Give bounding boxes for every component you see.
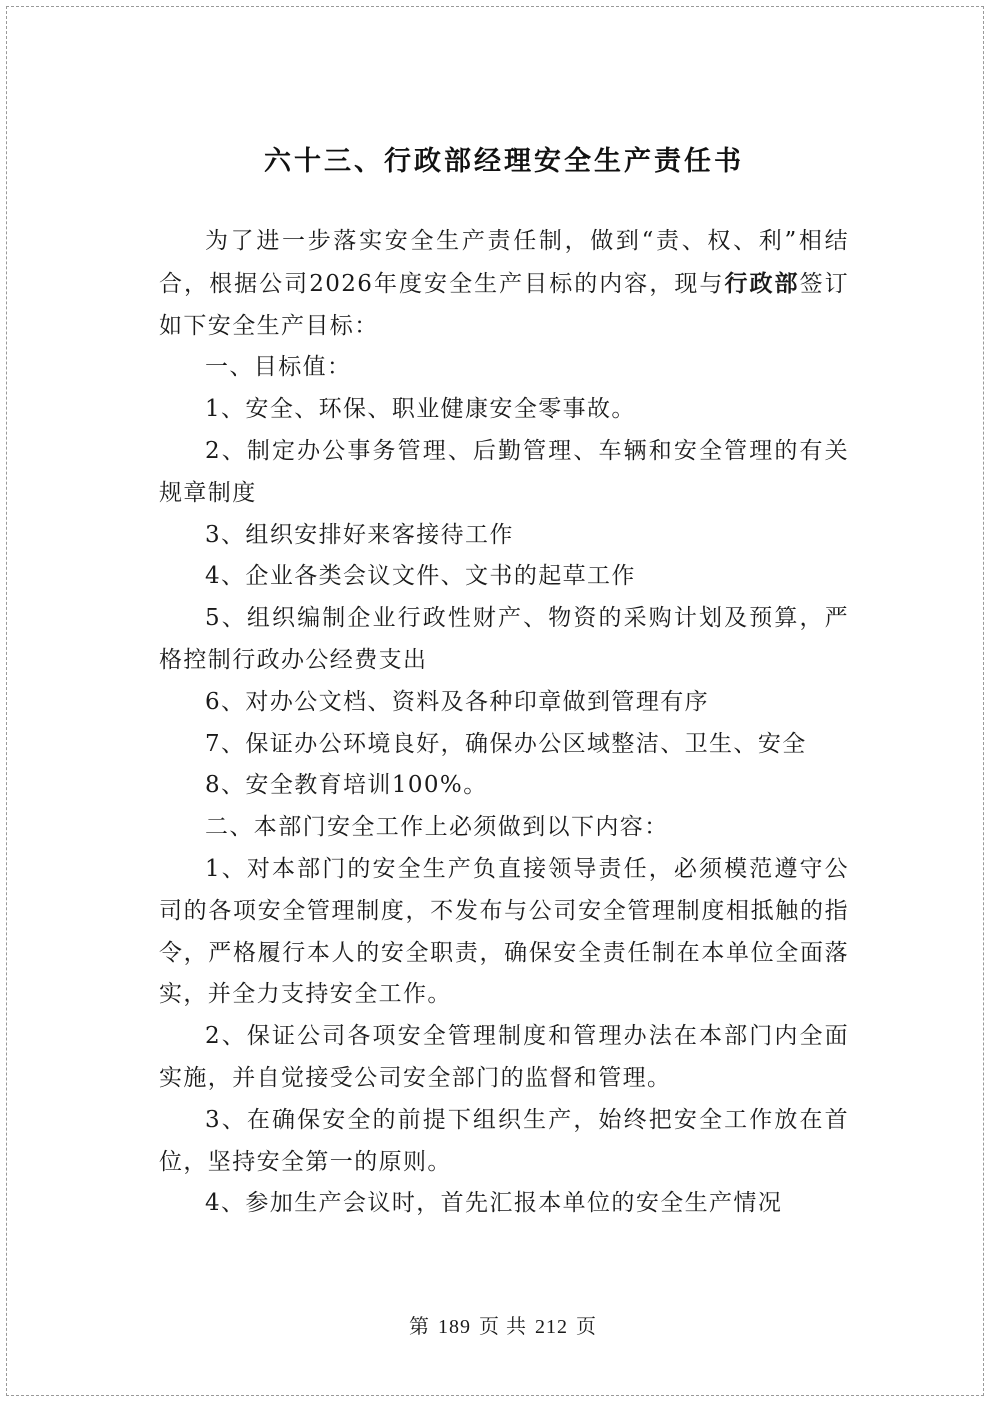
target-item: 6、对办公文档、资料及各种印章做到管理有序 xyxy=(205,688,710,715)
footer-prefix: 第 xyxy=(409,1316,430,1338)
target-item: 7、保证办公环境良好，确保办公区域整洁、卫生、安全 xyxy=(205,730,807,757)
duty-item: 3、在确保安全的前提下组织生产，始终把安全工作放在首位，坚持安全第一的原则。 xyxy=(159,1106,849,1175)
target-item: 1、安全、环保、职业健康安全零事故。 xyxy=(205,396,636,423)
section-heading-targets: 一、目标值： xyxy=(205,354,352,381)
document-page xyxy=(6,6,984,1396)
page-footer xyxy=(7,1310,992,1339)
intro-paragraph xyxy=(159,221,849,347)
current-page-number: 189 xyxy=(438,1316,471,1338)
duty-item: 4、参加生产会议时，首先汇报本单位的安全生产情况 xyxy=(205,1190,783,1217)
target-item: 4、企业各类会议文件、文书的起草工作 xyxy=(205,563,636,590)
page-title: 六十三、行政部经理安全生产责任书 xyxy=(264,146,744,177)
target-item: 2、制定办公事务管理、后勤管理、车辆和安全管理的有关规章制度 xyxy=(159,437,849,506)
total-pages-number: 212 xyxy=(535,1316,568,1338)
duty-item: 1、对本部门的安全生产负直接领导责任，必须模范遵守公司的各项安全管理制度，不发布与公司安全管理制度相抵触的指令，严格履行本人的安全职责，确保安全责任制在本单位全面落实，并全力支持安全工作。 xyxy=(159,855,849,1008)
target-item: 3、组织安排好来客接待工作 xyxy=(205,521,514,548)
document-body xyxy=(159,221,849,1225)
target-item: 8、安全教育培训100%。 xyxy=(205,772,488,799)
section-heading-duties: 二、本部门安全工作上必须做到以下内容： xyxy=(205,814,669,841)
intro-text: 为了进一步落实安全生产责任制，做到“责、权、利”相结合，根据公司2026年度安全生产目标的内容，现与 xyxy=(159,228,849,297)
intro-text-end: 签订如下安全生产目标： xyxy=(159,270,849,339)
department-name: 行政部 xyxy=(724,269,800,297)
footer-suffix: 页 xyxy=(576,1316,597,1338)
target-item: 5、组织编制企业行政性财产、物资的采购计划及预算，严格控制行政办公经费支出 xyxy=(159,605,849,673)
duty-item: 2、保证公司各项安全管理制度和管理办法在本部门内全面实施，并自觉接受公司安全部门的监督和管理。 xyxy=(159,1023,849,1091)
footer-middle: 页 共 xyxy=(479,1316,527,1338)
